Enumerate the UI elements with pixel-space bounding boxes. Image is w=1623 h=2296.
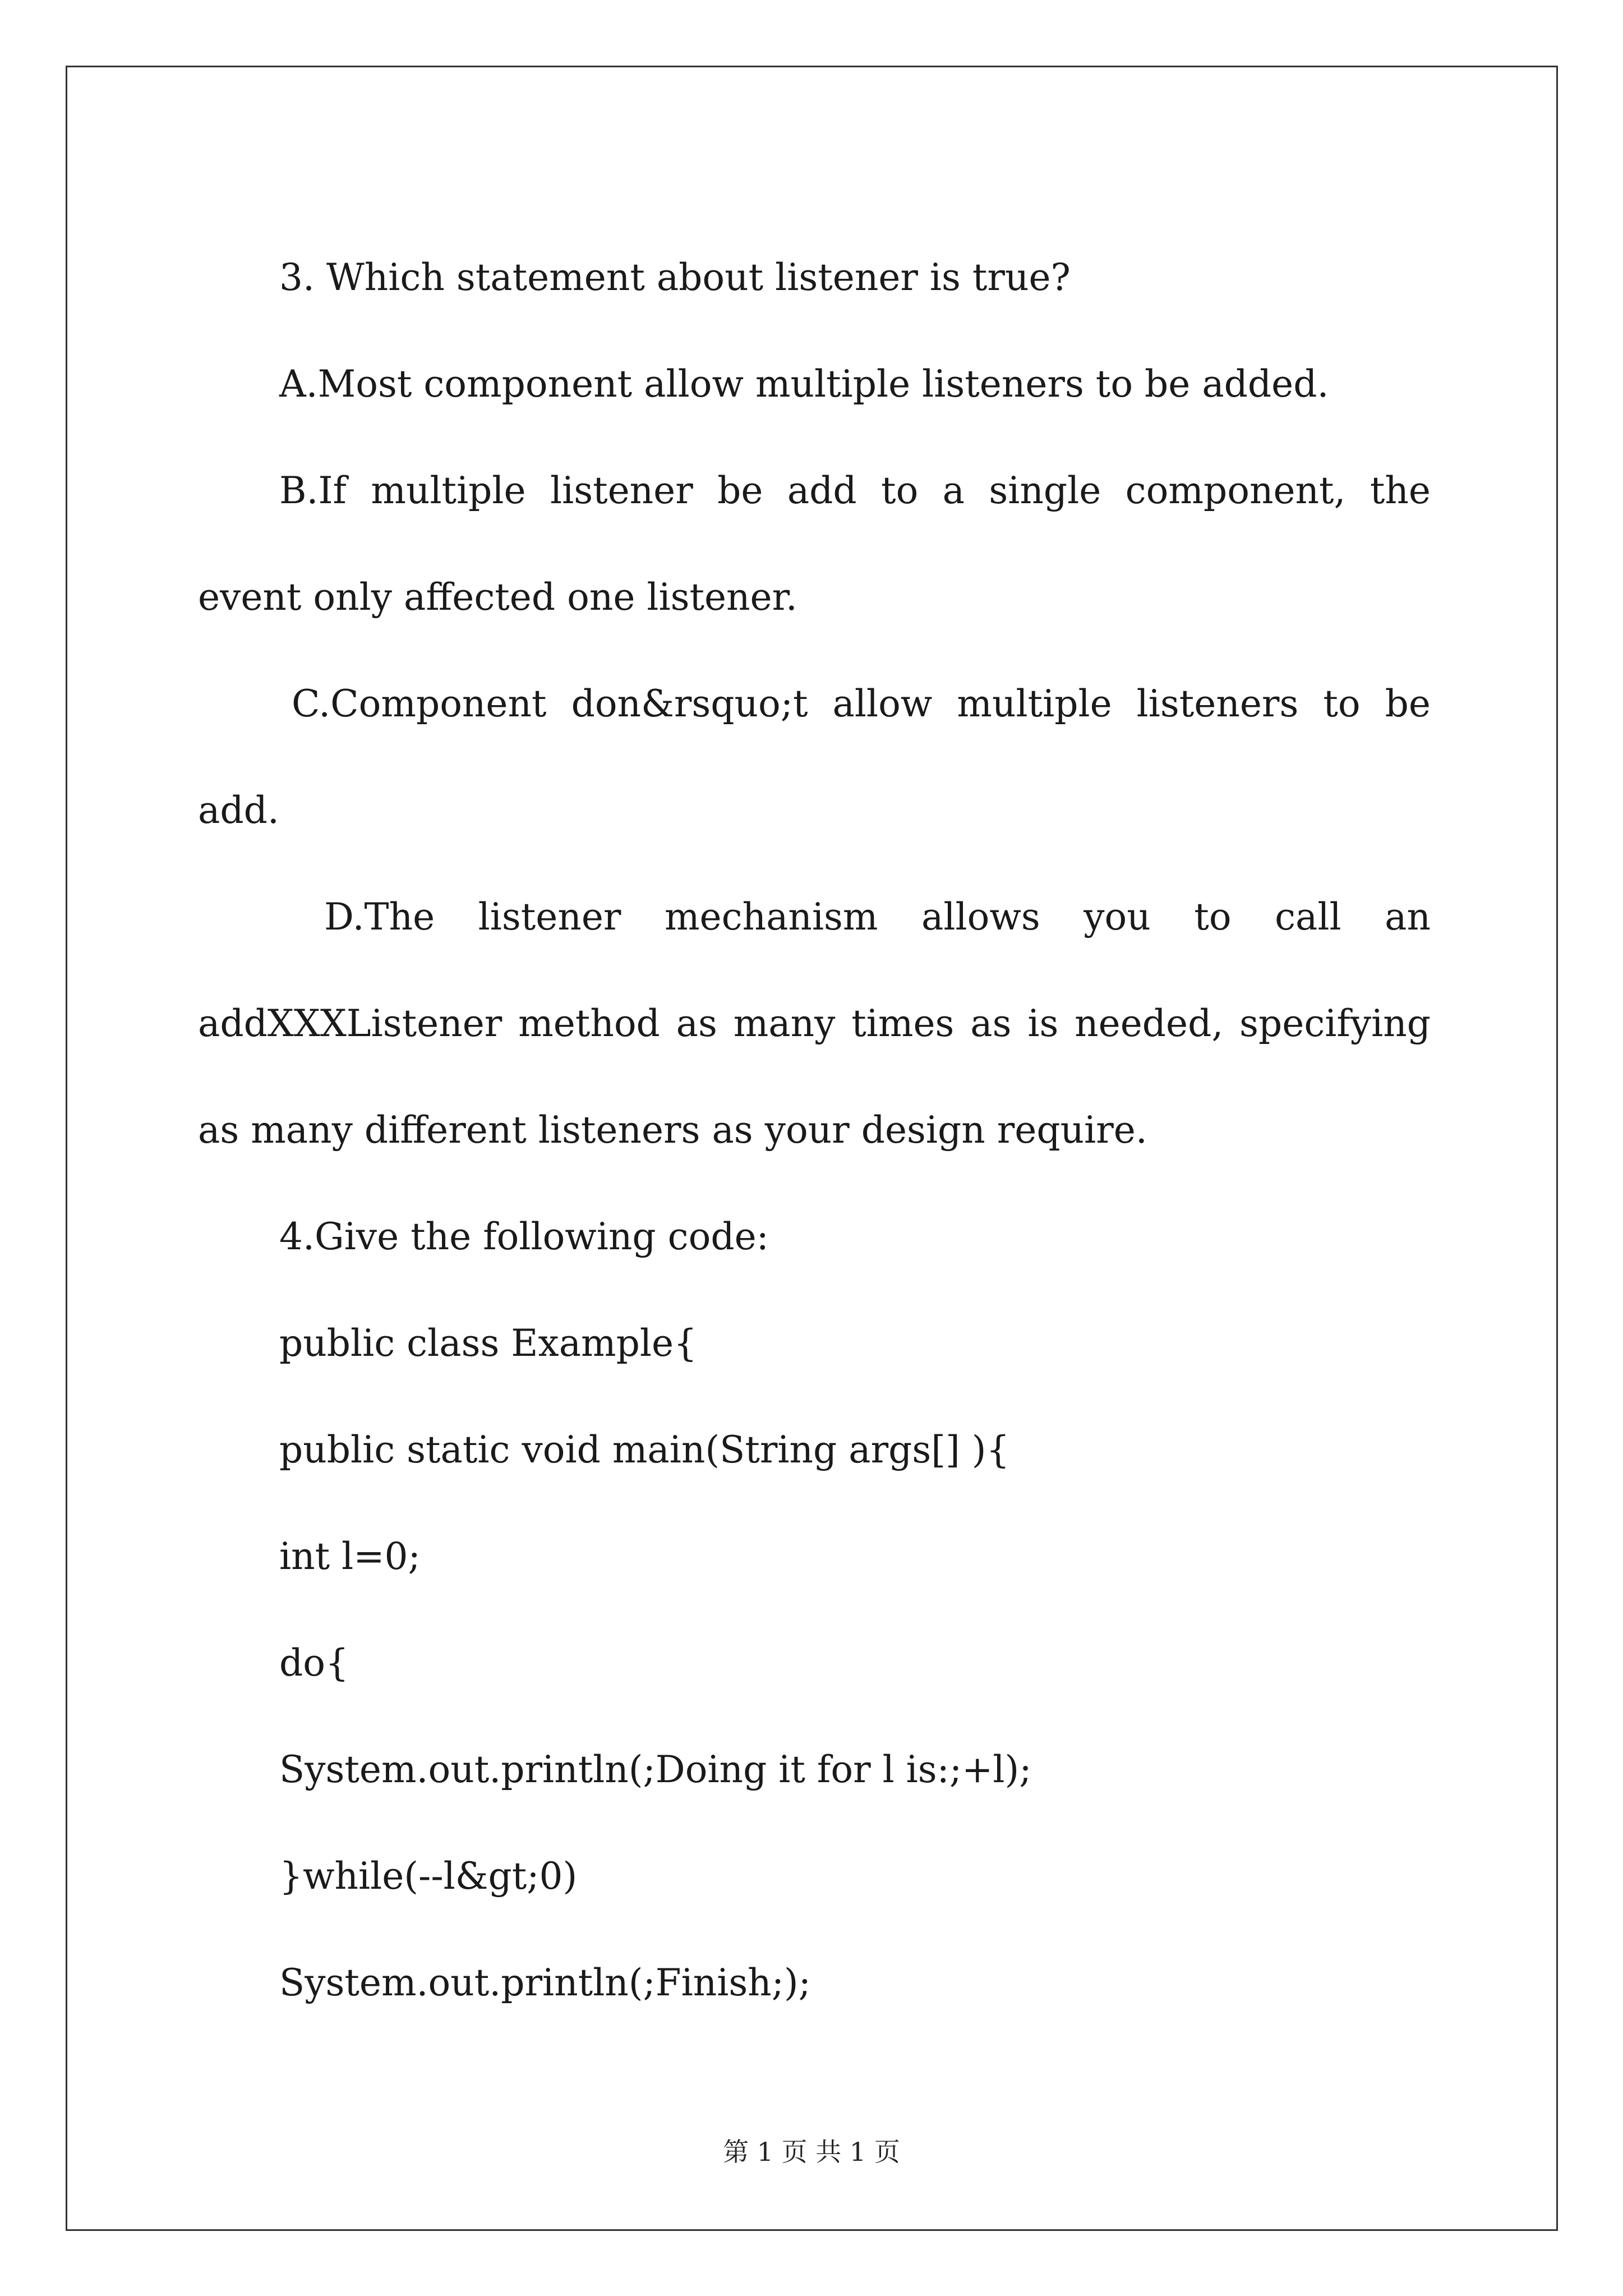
page-footer: 第 1 页 共 1 页 <box>723 2137 900 2167</box>
option-c: C.Component don&rsquo;t allow multiple listeners to be add. <box>198 682 1431 832</box>
option-a: A.Most component allow multiple listeners to be added. <box>279 362 1329 406</box>
code-line: System.out.println(;Doing it for l is:;+l); <box>279 1748 1032 1791</box>
option-d: D.The listener mechanism allows you to call an addXXXListener method as many times as is needed, specifying as many different listeners as your design require. <box>198 895 1431 1152</box>
code-line: System.out.println(;Finish;); <box>279 1961 811 2004</box>
question-4: 4.Give the following code: <box>279 1215 769 1258</box>
code-line: public class Example{ <box>279 1322 698 1365</box>
code-line: int l=0; <box>279 1535 421 1578</box>
code-line: public static void main(String args[] ){ <box>279 1428 1010 1471</box>
code-line: }while(--l&gt;0) <box>279 1855 578 1898</box>
code-line: do{ <box>279 1641 349 1685</box>
document-body <box>198 224 1431 2036</box>
question-3: 3. Which statement about listener is true? <box>279 256 1071 299</box>
option-b: B.If multiple listener be add to a single component, the event only affected one listener. <box>198 469 1431 619</box>
